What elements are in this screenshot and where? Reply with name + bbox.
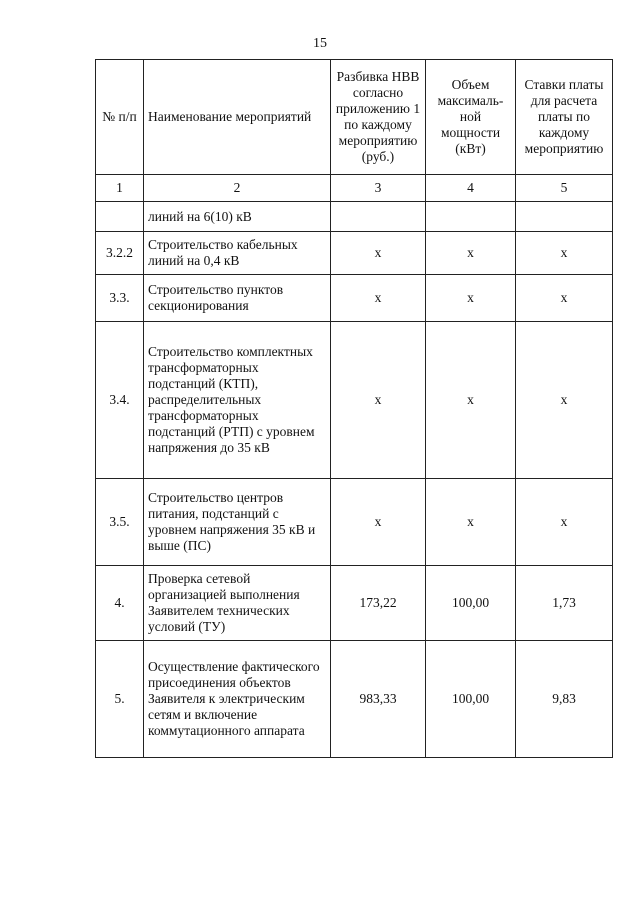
row-name: Проверка сетевой организацией выполнения Заявителем технических условий (ТУ) (144, 566, 331, 641)
table-row (96, 322, 613, 479)
table-header-row (96, 60, 613, 175)
row-rate: x (516, 275, 613, 322)
row-power: x (426, 275, 516, 322)
row-power: x (426, 322, 516, 479)
row-nvv: x (331, 322, 426, 479)
header-power: Объем максималь-ной мощности (кВт) (426, 60, 516, 175)
header-rate: Ставки платы для расчета платы по каждому мероприятию (516, 60, 613, 175)
column-number-row (96, 175, 613, 202)
row-name: Строительство комплектных трансформаторных подстанций (КТП), распределительных трансформаторных подстанций (РТП) с уровнем напряжения до 35 кВ (144, 322, 331, 479)
row-rate: x (516, 322, 613, 479)
table-row (96, 566, 613, 641)
row-name: Строительство пунктов секционирования (144, 275, 331, 322)
page-number: 15 (313, 36, 327, 51)
row-number: 3.5. (96, 479, 144, 566)
row-name: Строительство центров питания, подстанций с уровнем напряжения 35 кВ и выше (ПС) (144, 479, 331, 566)
column-number: 3 (331, 175, 426, 202)
row-nvv (331, 202, 426, 232)
row-number: 3.2.2 (96, 232, 144, 275)
row-power (426, 202, 516, 232)
row-nvv: 983,33 (331, 641, 426, 758)
row-rate: 9,83 (516, 641, 613, 758)
row-name: линий на 6(10) кВ (144, 202, 331, 232)
row-number: 3.3. (96, 275, 144, 322)
column-number: 1 (96, 175, 144, 202)
row-power: 100,00 (426, 566, 516, 641)
header-name: Наименование мероприятий (144, 60, 331, 175)
column-number: 5 (516, 175, 613, 202)
row-number: 3.4. (96, 322, 144, 479)
row-nvv: 173,22 (331, 566, 426, 641)
row-nvv: x (331, 479, 426, 566)
table-row (96, 479, 613, 566)
row-rate: 1,73 (516, 566, 613, 641)
row-rate: x (516, 232, 613, 275)
row-name: Строительство кабельных линий на 0,4 кВ (144, 232, 331, 275)
table-row (96, 641, 613, 758)
row-nvv: x (331, 232, 426, 275)
table-row (96, 275, 613, 322)
header-number: № п/п (96, 60, 144, 175)
row-number (96, 202, 144, 232)
row-rate: x (516, 479, 613, 566)
row-name: Осуществление фактического присоединения объектов Заявителя к электрическим сетям и включение коммутационного аппарата (144, 641, 331, 758)
row-number: 4. (96, 566, 144, 641)
table-row (96, 202, 613, 232)
column-number: 4 (426, 175, 516, 202)
table-row (96, 232, 613, 275)
row-power: 100,00 (426, 641, 516, 758)
row-rate (516, 202, 613, 232)
tariff-table (95, 59, 613, 758)
row-nvv: x (331, 275, 426, 322)
row-number: 5. (96, 641, 144, 758)
row-power: x (426, 232, 516, 275)
row-power: x (426, 479, 516, 566)
column-number: 2 (144, 175, 331, 202)
header-nvv: Разбивка НВВ согласно приложению 1 по каждому мероприятию (руб.) (331, 60, 426, 175)
